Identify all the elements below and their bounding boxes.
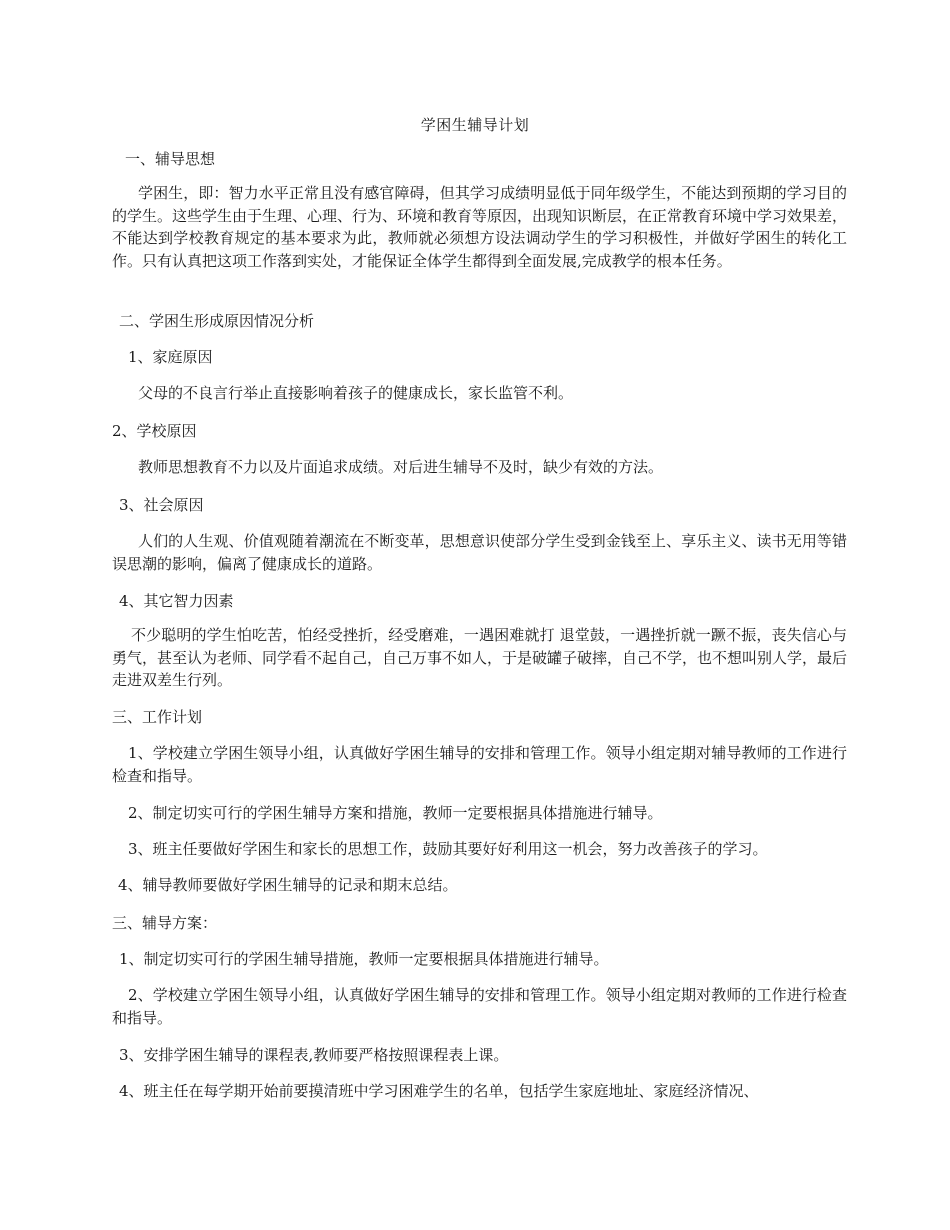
section-heading-guidance-idea: 一、辅导思想	[125, 150, 216, 168]
paragraph-guidance-plan-1: 1、制定切实可行的学困生辅导措施，教师一定要根据具体措施进行辅导。	[119, 950, 609, 968]
paragraph-other-factors: 不少聪明的学生怕吃苦，怕经受挫折，经受磨难，一遇困难就打 退堂鼓，一遇挫折就一蹶不振，丧失信心与勇气，甚至认为老师、同学看不起自己，自己万事不如人，于是破罐子破摔，自己不学，也不想叫别人学，最后走进双差生行列。	[112, 626, 848, 689]
paragraph-work-plan-3: 3、班主任要做好学困生和家长的思想工作，鼓励其要好好利用这一机会，努力改善孩子的学习。	[128, 840, 768, 858]
paragraph-work-plan-1: 1、学校建立学困生领导小组，认真做好学困生辅导的安排和管理工作。领导小组定期对辅导教师的工作进行检查和指导。	[112, 744, 847, 785]
paragraph-guidance-plan-2: 2、学校建立学困生领导小组，认真做好学困生辅导的安排和管理工作。领导小组定期对教师的工作进行检查和指导。	[112, 986, 847, 1027]
paragraph-family-cause: 父母的不良言行举止直接影响着孩子的健康成长，家长监管不利。	[138, 384, 574, 402]
section-heading-cause-analysis: 二、学困生形成原因情况分析	[119, 312, 315, 330]
subheading-school-cause: 2、学校原因	[112, 422, 197, 440]
paragraph-guidance-plan-3: 3、安排学困生辅导的课程表,教师要严格按照课程表上课。	[119, 1046, 509, 1064]
document-title: 学困生辅导计划	[420, 116, 530, 134]
paragraph-guidance-plan-4: 4、班主任在每学期开始前要摸清班中学习困难学生的名单，包括学生家庭地址、家庭经济情况、	[119, 1082, 759, 1100]
section-heading-work-plan: 三、工作计划	[112, 708, 203, 726]
section-heading-guidance-plan: 三、辅导方案：	[112, 914, 218, 932]
subheading-other-factors: 4、其它智力因素	[119, 592, 234, 610]
paragraph-school-cause: 教师思想教育不力以及片面追求成绩。对后进生辅导不及时，缺少有效的方法。	[138, 458, 664, 476]
paragraph-work-plan-2: 2、制定切实可行的学困生辅导方案和措施，教师一定要根据具体措施进行辅导。	[128, 804, 663, 822]
paragraph-work-plan-4: 4、辅导教师要做好学困生辅导的记录和期末总结。	[118, 876, 458, 894]
subheading-social-cause: 3、社会原因	[119, 496, 204, 514]
paragraph-social-cause: 人们的人生观、价值观随着潮流在不断变革，思想意识使部分学生受到金钱至上、享乐主义、读书无用等错误思潮的影响，偏离了健康成长的道路。	[112, 532, 847, 573]
paragraph-guidance-idea: 学困生，即：智力水平正常且没有感官障碍，但其学习成绩明显低于同年级学生，不能达到预期的学习目的的学生。这些学生由于生理、心理、行为、环境和教育等原因，出现知识断层，在正常教育环境中学习效果差，不能达到学校教育规定的基本要求为此，教师就必须想方设法调动学生的学习积极性，并做好学困生的转化工作。只有认真把这项工作落到实处，才能保证全体学生都得到全面发展,完成教学的根本任务。	[112, 184, 848, 270]
subheading-family-cause: 1、家庭原因	[128, 348, 213, 366]
